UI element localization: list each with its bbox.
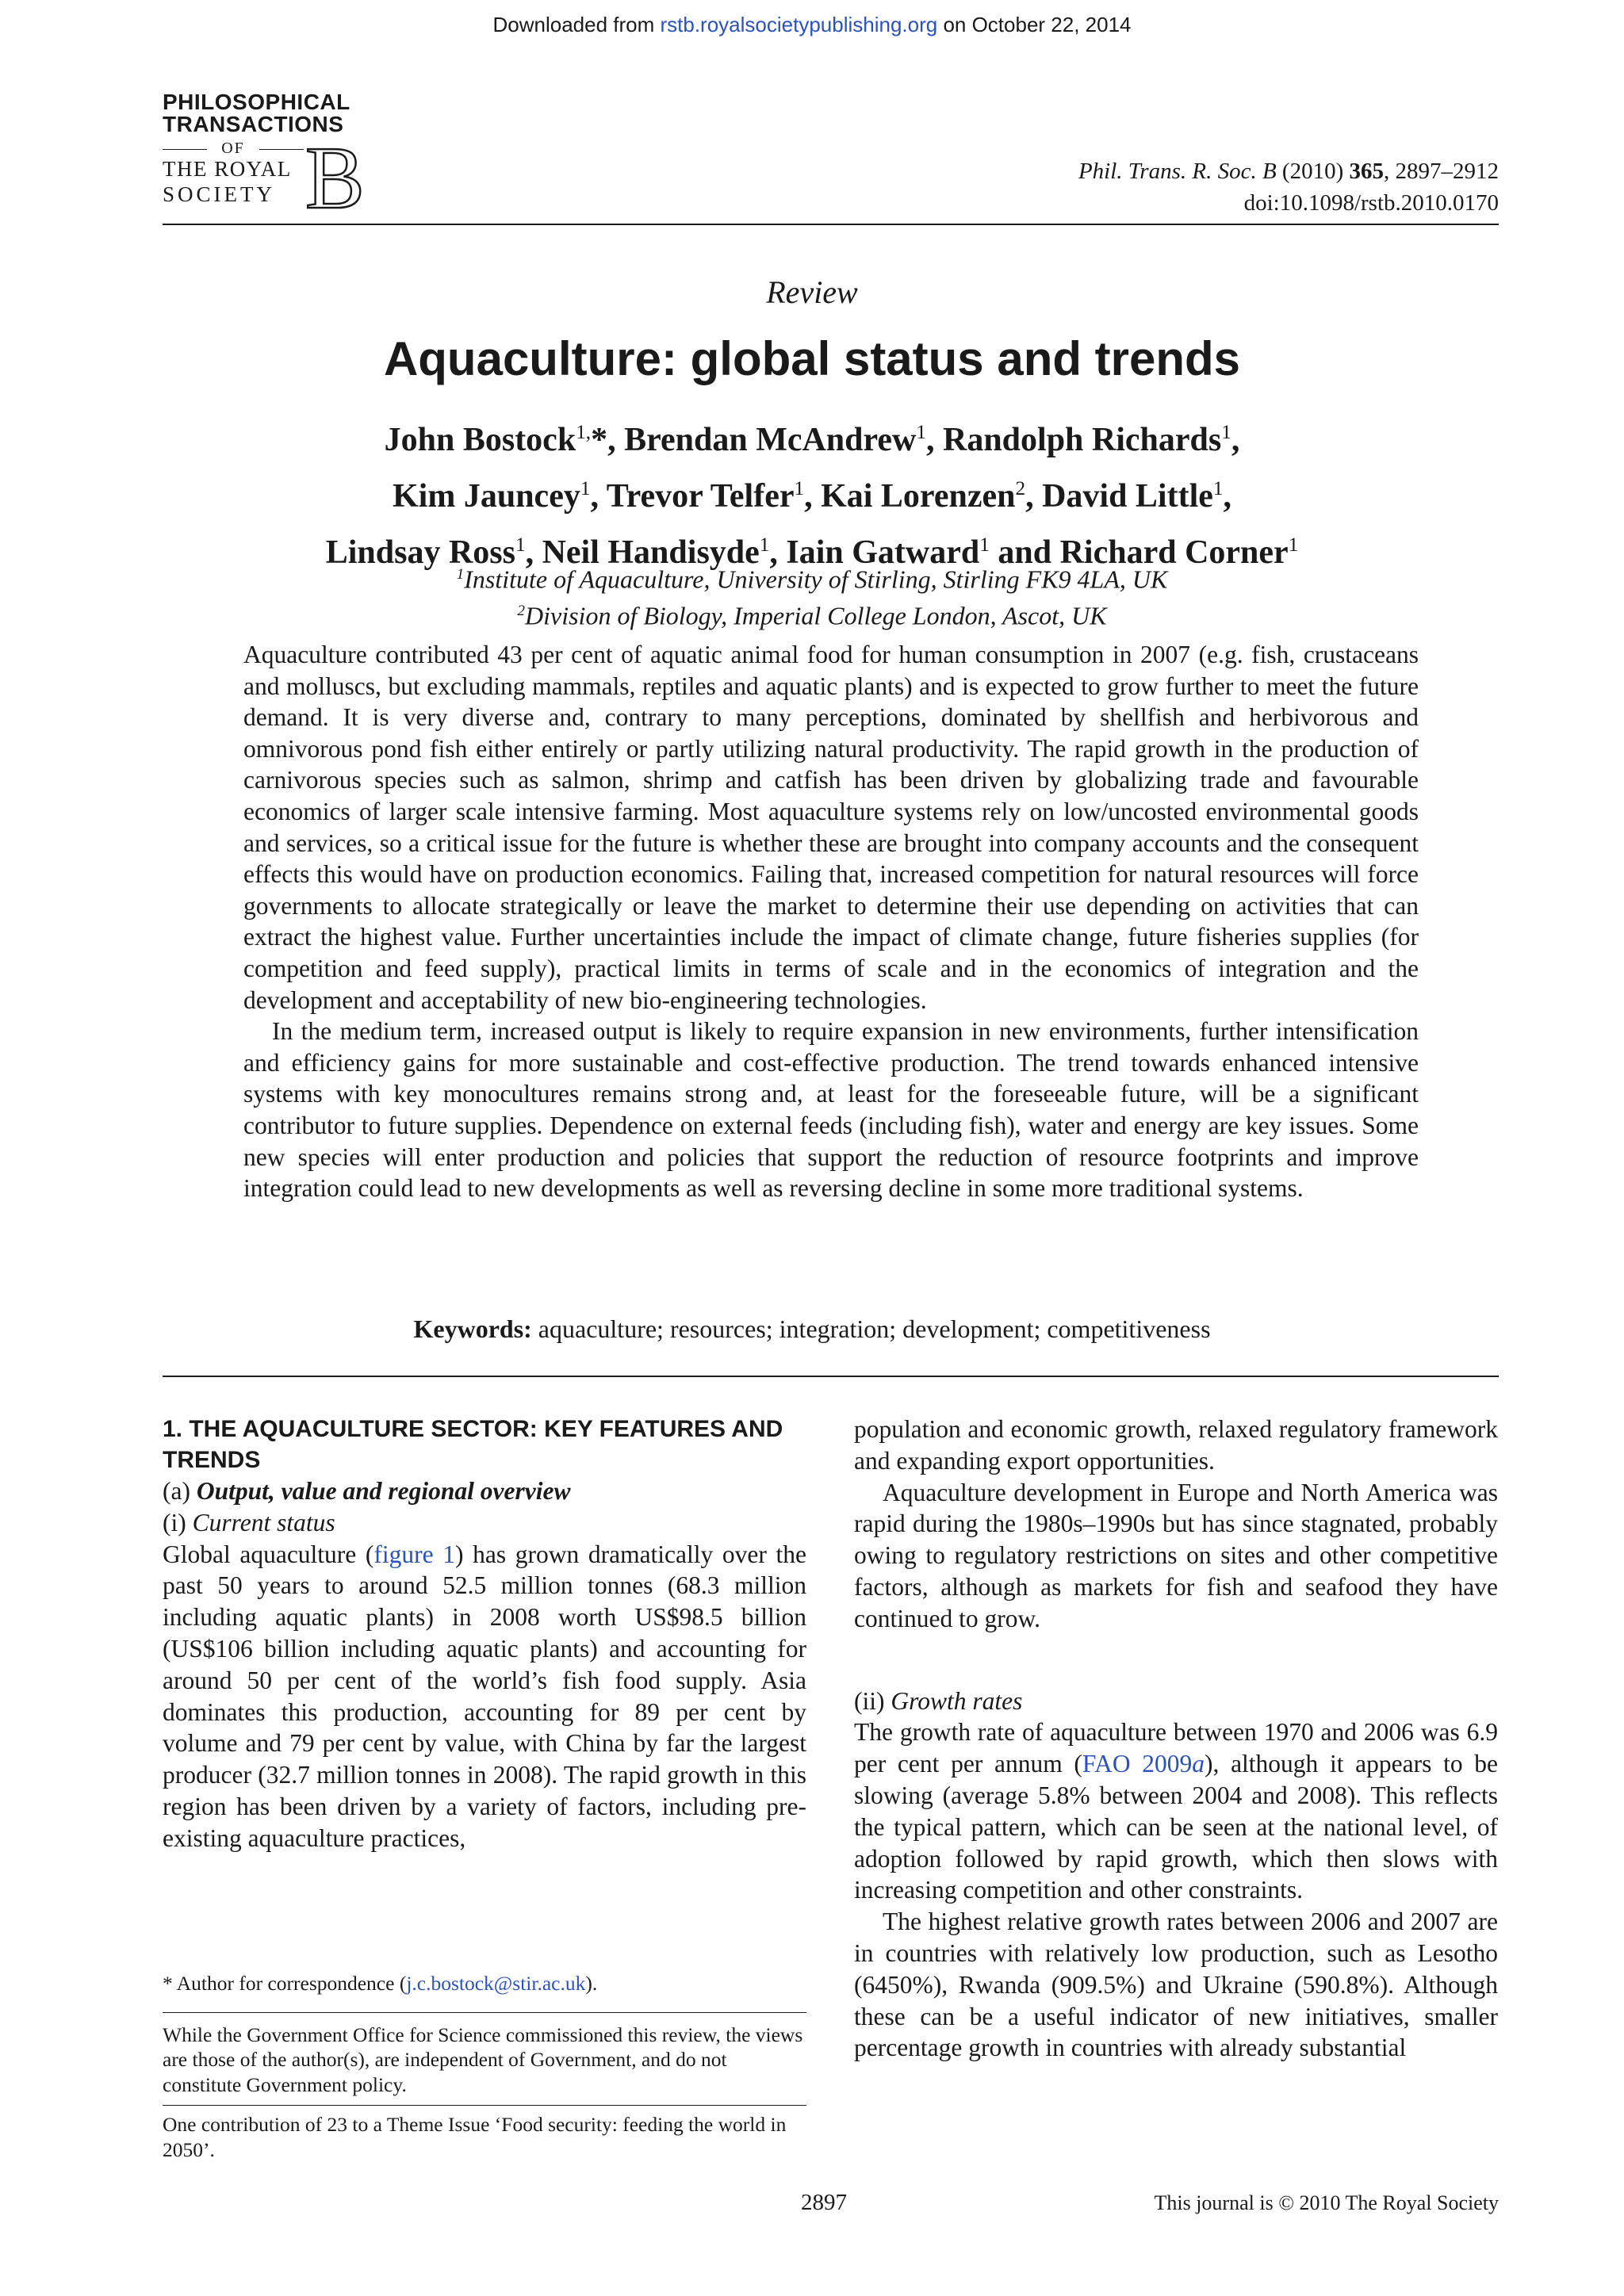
author-name: Kai Lorenzen [821,478,1016,515]
author-affiliation-marker: 1, [576,422,592,443]
disclaimer-footnote: While the Government Office for Science commissioned this review, the views are those of the author(s), are independent of Government, and do not constitute Government policy. [163,2012,806,2098]
section-heading: 1. THE AQUACULTURE SECTOR: KEY FEATURES AND TRENDS [163,1416,783,1473]
body-paragraph-4: The highest relative growth rates between 2006 and 2007 are in countries with relatively low production, such as Lesotho (6450%), Rwanda (909.5%) and Ukraine (590.8%). Although these can be a useful indicator of new initiatives, smaller percentage growth in countries with already substantial [854,1908,1498,2062]
author-name: Brendan McAndrew [624,422,917,458]
copyright-notice: This journal is © 2010 The Royal Society [1154,2191,1499,2214]
author-name: John Bostock [384,422,576,458]
logo-line-of: OF [163,140,304,158]
author-affiliation-marker: 1 [515,534,526,556]
author-affiliation-marker: 1 [979,534,990,556]
page-number: 2897 [801,2190,847,2215]
journal-doi[interactable]: doi:10.1098/rstb.2010.0170 [1243,190,1499,216]
abstract-paragraph-1: Aquaculture contributed 43 per cent of aquatic animal food for human consumption in 2007 (e.g. fish, crustaceans and molluscs, but excluding mammals, reptiles and aquatic plants) and is expected to grow further to meet the future demand. It is very diverse and, contrary to many perceptions, dominated by shellfish and herbivorous and omnivorous pond fish either entirely or partly utilizing natural productivity. The rapid growth in the production of carnivorous species such as salmon, shrimp and catfish has been driven by globalizing trade and favourable economics of larger scale intensive farming. Most aquaculture systems rely on low/uncosted environmental goods and services, so a critical issue for the future is whether these are brought into company accounts and the consequent effects this would have on production economics. Failing that, increased competition for natural resources will force governments to allocate strategically or leave the market to determine their use depending on activities that can extract the highest value. Further uncertainties include the impact of climate change, future fisheries supplies (for competition and feed supply), practical limits in terms of scale and in the economics of integration and the development and acceptability of new bio-engineering technologies. [243,641,1419,1014]
author-affiliation-marker: 1 [1212,478,1224,499]
author-affiliation-marker: 1 [1288,534,1299,556]
journal-citation [1078,155,1499,187]
logo-line-transactions: TRANSACTIONS [163,112,344,136]
contribution-footnote: One contribution of 23 to a Theme Issue ‘Food security: feeding the world in 2050’. [163,2105,806,2162]
svg-text:B: B [305,138,365,214]
logo-line-philosophical: PHILOSOPHICAL [163,90,350,114]
abstract-paragraph-2: In the medium term, increased output is likely to require expansion in new environments, further intensification and efficiency gains for more sustainable and cost-effective production. The trend towards enhanced intensive systems with key monocultures remains strong and, at least for the foreseeable future, will be a significant contributor to future supplies. Dependence on external feeds (including fish), water and energy are key issues. Some new species will enter production and policies that support the reduction of resource footprints and improve integration could lead to new developments as well as reversing decline in some more traditional systems. [243,1017,1419,1203]
logo-line-society: SOCIETY [163,182,275,206]
logo-series-letter-icon [304,138,375,214]
body-divider [163,1376,1499,1377]
journal-logo [163,89,377,216]
keywords-list: aquaculture; resources; integration; development; competitiveness [531,1314,1211,1343]
author-name: Kim Jauncey [393,478,580,515]
author-affiliation-marker: 1 [794,478,805,499]
affiliation-2: $^2$Division of Biology, Imperial College London, Ascot, UK [517,601,1107,630]
download-banner [0,13,1624,37]
correspondence-email-link[interactable]: j.c.bostock@stir.ac.uk [406,1972,586,1995]
body-paragraph-1-continued: population and economic growth, relaxed regulatory framework and expanding export opportunities. [854,1415,1498,1475]
author-affiliation-marker: 1 [1221,422,1231,443]
journal-year: (2010) [1281,159,1344,184]
footnotes [163,1971,806,2162]
subsubsection-heading-i: (i) Current status [163,1508,335,1536]
author-name: Neil Handisyde [542,534,760,571]
header-divider [163,224,1499,225]
author-list: John Bostock$^{1,}$*, Brendan McAndrew$^1$, Randolph Richards$^1$, Kim Jauncey$^1$, Trevor Telfer$^1$, Kai Lorenzen$^2$, David Little$^1$, Lindsay Ross$^1$, Neil Handisyde$^1$, Iain Gatward$^1$ and Richard Corner$^1$ [325,422,1299,571]
author-affiliation-marker: 2 [1015,478,1026,499]
keywords-label: Keywords: [413,1314,532,1343]
article-title: Aquaculture: global status and trends [383,332,1241,385]
journal-volume: 365 [1349,159,1384,184]
author-name: Lindsay Ross [325,534,515,571]
logo-line-the-royal: THE ROYAL [163,157,292,181]
body-column-left [163,1414,806,1854]
author-affiliation-marker: 1 [759,534,770,556]
author-name: Randolph Richards [942,422,1222,458]
body-paragraph-3: The growth rate of aquaculture between 1970 and 2006 was 6.9 per cent per annum (FAO 2009a), although it appears to be slowing (average 5.8% between 2004 and 2008). This reflects the typical pattern, which can be seen at the national level, of adoption followed by rapid growth, which then slows with increasing competition and other constraints. [854,1718,1498,1904]
affiliation-1: $^1$Institute of Aquaculture, University of Stirling, Stirling FK9 4LA, UK [456,564,1168,594]
author-name: Trevor Telfer [606,478,795,515]
affiliations [0,559,1624,631]
article-type: Review [766,274,858,310]
correspondence-footnote: * Author for correspondence (j.c.bostock@stir.ac.uk). [163,1972,598,1995]
author-affiliation-marker: 1 [916,422,926,443]
download-source-link[interactable]: rstb.royalsocietypublishing.org [660,13,938,36]
journal-pages: , 2897–2912 [1384,159,1499,184]
body-column-right [854,1414,1498,2064]
author-name: Iain Gatward [786,534,980,571]
author-name: Richard Corner [1059,534,1289,571]
fao-2009a-citation-link[interactable]: FAO 2009a [1082,1750,1205,1778]
journal-reference [1078,155,1499,219]
author-name: David Little [1042,478,1213,515]
keywords [0,1314,1624,1344]
download-suffix: on October 22, 2014 [937,13,1132,36]
download-prefix: Downloaded from [492,13,661,36]
figure-1-link[interactable]: figure 1 [373,1540,455,1568]
journal-name: Phil. Trans. R. Soc. B [1078,159,1277,184]
author-affiliation-marker: 1 [580,478,591,499]
corresponding-author-marker: * [591,422,608,458]
body-paragraph-1: Global aquaculture (figure 1) has grown dramatically over the past 50 years to around 52.5 million tonnes (68.3 million including aquatic plants) in 2008 worth US$98.5 billion (US$106 billion including aquatic plants) and accounting for around 50 per cent of the world’s fish food supply. Asia dominates this production, accounting for 89 per cent by volume and 79 per cent by value, with China by far the largest producer (32.7 million tonnes in 2008). The rapid growth in this region has been driven by a variety of factors, including pre-existing aquaculture practices, [163,1540,806,1852]
abstract [243,639,1419,1204]
body-paragraph-2: Aquaculture development in Europe and North America was rapid during the 1980s–1990s but has since stagnated, probably owing to regulatory restrictions on sites and other competitive factors, although as markets for fish and seafood they have continued to grow. [854,1478,1498,1632]
subsection-heading-a: (a) Output, value and regional overview [163,1477,571,1505]
subsubsection-heading-ii: (ii) Growth rates [854,1686,1023,1715]
